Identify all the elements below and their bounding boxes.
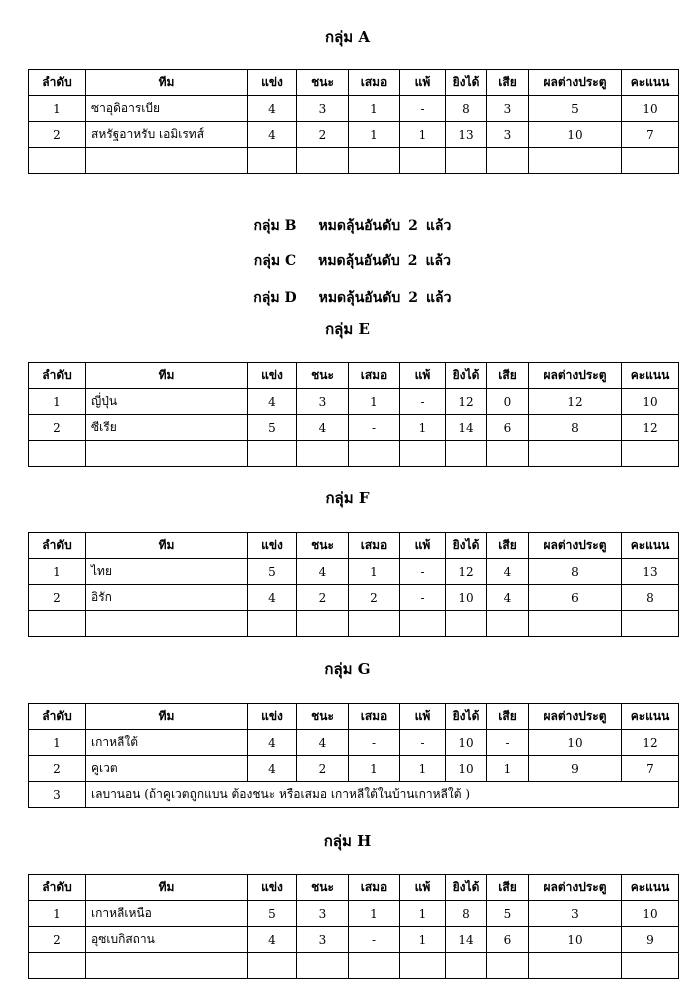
header-lost: แพ้ (400, 70, 446, 96)
cell-goals-against: 4 (487, 585, 529, 611)
cell-lost: 1 (400, 756, 446, 782)
table-row (29, 756, 679, 782)
cell-team: เกาหลีใต้ (86, 730, 248, 756)
cell-team: ซีเรีย (86, 415, 248, 441)
table-header-row (29, 875, 679, 901)
cell-goals-for: 10 (446, 585, 487, 611)
header-goals-against: เสีย (487, 704, 529, 730)
empty-row (29, 953, 679, 979)
header-team: ทีม (86, 533, 248, 559)
note-text-end: แล้ว (426, 290, 452, 306)
cell-team: เกาหลีเหนือ (86, 901, 248, 927)
group-h-title: กลุ่ม H (323, 832, 372, 850)
cell-goals-against: 3 (487, 96, 529, 122)
cell-rank: 1 (29, 901, 86, 927)
cell-goal-difference: 8 (529, 559, 622, 585)
cell-drawn: 1 (349, 756, 400, 782)
cell-lost: - (400, 559, 446, 585)
header-team: ทีม (86, 875, 248, 901)
cell-rank: 2 (29, 756, 86, 782)
cell-points: 13 (622, 559, 679, 585)
cell-team: ไทย (86, 559, 248, 585)
note-text: หมดลุ้นอันดับ (318, 218, 401, 234)
cell-lost: 1 (400, 901, 446, 927)
cell-won: 2 (297, 756, 349, 782)
cell-points: 10 (622, 389, 679, 415)
header-goals-for: ยิงได้ (446, 533, 487, 559)
cell-drawn: 2 (349, 585, 400, 611)
cell-goal-difference: 6 (529, 585, 622, 611)
table-row (29, 559, 679, 585)
cell-goals-for: 8 (446, 96, 487, 122)
group-f-title: กลุ่ม F (325, 489, 370, 507)
cell-played: 4 (248, 389, 297, 415)
cell-rank: 2 (29, 122, 86, 148)
cell-won: 2 (297, 122, 349, 148)
header-goals-against: เสีย (487, 70, 529, 96)
table-row (29, 585, 679, 611)
header-won: ชนะ (297, 704, 349, 730)
header-rank: ลำดับ (29, 70, 86, 96)
header-rank: ลำดับ (29, 363, 86, 389)
header-drawn: เสมอ (349, 70, 400, 96)
group-e-title: กลุ่ม E (325, 320, 370, 338)
cell-goals-for: 12 (446, 559, 487, 585)
header-played: แข่ง (248, 70, 297, 96)
cell-goal-difference: 10 (529, 927, 622, 953)
cell-won: 3 (297, 389, 349, 415)
note-text-end: แล้ว (425, 218, 452, 234)
header-goals-against: เสีย (487, 363, 529, 389)
cell-points: 8 (622, 585, 679, 611)
header-rank: ลำดับ (29, 875, 86, 901)
header-won: ชนะ (297, 363, 349, 389)
cell-goals-against: 0 (487, 389, 529, 415)
group-g-table (28, 703, 679, 808)
cell-played: 5 (248, 901, 297, 927)
cell-rank: 1 (29, 389, 86, 415)
cell-rank: 1 (29, 730, 86, 756)
header-goal-difference: ผลต่างประตู (529, 704, 622, 730)
table-header-row (29, 363, 679, 389)
cell-rank: 2 (29, 585, 86, 611)
header-won: ชนะ (297, 533, 349, 559)
header-goals-against: เสีย (487, 875, 529, 901)
table-row (29, 415, 679, 441)
cell-goal-difference: 5 (529, 96, 622, 122)
cell-goals-for: 12 (446, 389, 487, 415)
cell-goals-against: 6 (487, 927, 529, 953)
header-points: คะแนน (622, 533, 679, 559)
note-group-label: กลุ่ม B (253, 218, 297, 234)
header-team: ทีม (86, 363, 248, 389)
header-played: แข่ง (248, 363, 297, 389)
header-team: ทีม (86, 70, 248, 96)
cell-goal-difference: 10 (529, 122, 622, 148)
cell-played: 5 (248, 415, 297, 441)
header-rank: ลำดับ (29, 533, 86, 559)
cell-goals-against: 5 (487, 901, 529, 927)
header-goals-for: ยิงได้ (446, 363, 487, 389)
cell-played: 4 (248, 730, 297, 756)
table-row (29, 730, 679, 756)
cell-goal-difference: 10 (529, 730, 622, 756)
empty-row (29, 441, 679, 467)
cell-rank: 2 (29, 415, 86, 441)
header-drawn: เสมอ (349, 704, 400, 730)
cell-played: 5 (248, 559, 297, 585)
empty-row (29, 148, 679, 174)
group-e-table (28, 362, 679, 467)
group-a-table (28, 69, 679, 174)
header-goal-difference: ผลต่างประตู (529, 875, 622, 901)
cell-played: 4 (248, 96, 297, 122)
header-points: คะแนน (622, 363, 679, 389)
header-goal-difference: ผลต่างประตู (529, 363, 622, 389)
cell-played: 4 (248, 756, 297, 782)
cell-team: สหรัฐอาหรับ เอมิเรทส์ (86, 122, 248, 148)
header-points: คะแนน (622, 704, 679, 730)
empty-row (29, 611, 679, 637)
cell-goals-for: 14 (446, 927, 487, 953)
cell-played: 4 (248, 585, 297, 611)
cell-drawn: - (349, 415, 400, 441)
cell-team: คูเวต (86, 756, 248, 782)
cell-team: อิรัก (86, 585, 248, 611)
table-header-row (29, 704, 679, 730)
group-d-note (0, 268, 695, 308)
table-row (29, 122, 679, 148)
header-won: ชนะ (297, 875, 349, 901)
header-goals-for: ยิงได้ (446, 70, 487, 96)
cell-drawn: - (349, 730, 400, 756)
group-a-title: กลุ่ม A (324, 28, 371, 46)
header-played: แข่ง (248, 533, 297, 559)
group-h-table (28, 874, 679, 979)
table-header-row (29, 70, 679, 96)
header-played: แข่ง (248, 704, 297, 730)
cell-goal-difference: 9 (529, 756, 622, 782)
cell-goal-difference: 8 (529, 415, 622, 441)
cell-won: 2 (297, 585, 349, 611)
header-points: คะแนน (622, 70, 679, 96)
table-row (29, 96, 679, 122)
cell-goals-for: 10 (446, 730, 487, 756)
note-rank-number: 2 (408, 218, 418, 234)
cell-goals-against: 6 (487, 415, 529, 441)
cell-points: 10 (622, 901, 679, 927)
cell-won: 3 (297, 96, 349, 122)
header-goal-difference: ผลต่างประตู (529, 533, 622, 559)
cell-played: 4 (248, 122, 297, 148)
table-row (29, 927, 679, 953)
table-row (29, 901, 679, 927)
cell-drawn: - (349, 927, 400, 953)
cell-drawn: 1 (349, 389, 400, 415)
cell-goals-against: 4 (487, 559, 529, 585)
cell-rank: 2 (29, 927, 86, 953)
header-rank: ลำดับ (29, 704, 86, 730)
table-header-row (29, 533, 679, 559)
cell-points: 10 (622, 96, 679, 122)
header-goal-difference: ผลต่างประตู (529, 70, 622, 96)
header-played: แข่ง (248, 875, 297, 901)
header-won: ชนะ (297, 70, 349, 96)
group-c-note (0, 231, 695, 271)
cell-team: อุซเบกิสถาน (86, 927, 248, 953)
note-text: หมดลุ้นอันดับ (318, 253, 400, 269)
group-g-title: กลุ่ม G (324, 660, 371, 678)
cell-goals-for: 14 (446, 415, 487, 441)
note-rank-number: 2 (407, 253, 418, 269)
cell-goals-for: 13 (446, 122, 487, 148)
header-lost: แพ้ (400, 875, 446, 901)
header-team: ทีม (86, 704, 248, 730)
cell-lost: 1 (400, 927, 446, 953)
note-text: หมดลุ้นอันดับ (318, 290, 401, 306)
cell-rank: 1 (29, 96, 86, 122)
note-group-label: กลุ่ม D (253, 290, 297, 306)
cell-goals-for: 10 (446, 756, 487, 782)
cell-rank: 3 (29, 782, 86, 808)
cell-drawn: 1 (349, 96, 400, 122)
cell-lost: 1 (400, 122, 446, 148)
cell-rank: 1 (29, 559, 86, 585)
cell-goals-against: 1 (487, 756, 529, 782)
cell-goal-difference: 3 (529, 901, 622, 927)
cell-won: 3 (297, 901, 349, 927)
note-text-end: แล้ว (425, 253, 451, 269)
header-lost: แพ้ (400, 704, 446, 730)
header-lost: แพ้ (400, 363, 446, 389)
header-drawn: เสมอ (349, 363, 400, 389)
cell-team: ญี่ปุ่น (86, 389, 248, 415)
cell-points: 7 (622, 756, 679, 782)
cell-points: 7 (622, 122, 679, 148)
note-group-label: กลุ่ม C (253, 253, 297, 269)
table-row (29, 782, 679, 808)
note-rank-number: 2 (408, 290, 418, 306)
cell-goals-for: 8 (446, 901, 487, 927)
cell-goals-against: 3 (487, 122, 529, 148)
cell-drawn: 1 (349, 559, 400, 585)
cell-goals-against: - (487, 730, 529, 756)
cell-lost: - (400, 585, 446, 611)
group-b-note (0, 196, 695, 236)
cell-points: 12 (622, 730, 679, 756)
table-row (29, 389, 679, 415)
header-drawn: เสมอ (349, 875, 400, 901)
header-points: คะแนน (622, 875, 679, 901)
cell-points: 9 (622, 927, 679, 953)
header-goals-for: ยิงได้ (446, 875, 487, 901)
cell-team: ซาอุดิอารเบีย (86, 96, 248, 122)
header-drawn: เสมอ (349, 533, 400, 559)
cell-lost: - (400, 96, 446, 122)
cell-points: 12 (622, 415, 679, 441)
header-goals-against: เสีย (487, 533, 529, 559)
header-lost: แพ้ (400, 533, 446, 559)
group-f-table (28, 532, 679, 637)
cell-won: 4 (297, 730, 349, 756)
cell-played: 4 (248, 927, 297, 953)
header-goals-for: ยิงได้ (446, 704, 487, 730)
cell-lost: - (400, 730, 446, 756)
cell-won: 3 (297, 927, 349, 953)
cell-drawn: 1 (349, 901, 400, 927)
lebanon-note-cell: เลบานอน (ถ้าคูเวตถูกแบน ต้องชนะ หรือเสมอ เกาหลีใต้ในบ้านเกาหลีใต้ ) (86, 782, 679, 808)
cell-lost: 1 (400, 415, 446, 441)
cell-lost: - (400, 389, 446, 415)
cell-won: 4 (297, 559, 349, 585)
cell-drawn: 1 (349, 122, 400, 148)
cell-goal-difference: 12 (529, 389, 622, 415)
cell-won: 4 (297, 415, 349, 441)
